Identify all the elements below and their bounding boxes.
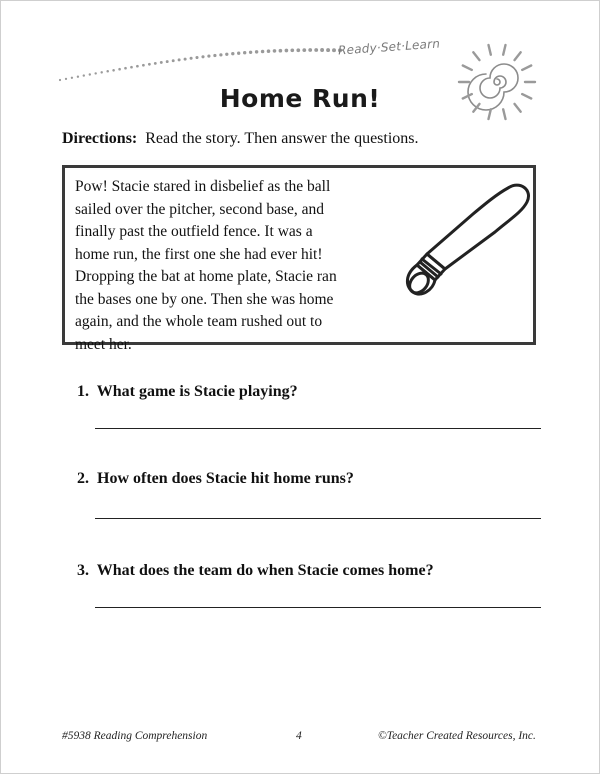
decor-dot (273, 49, 277, 53)
decor-dot (290, 48, 294, 52)
directions-label: Directions: (62, 130, 138, 147)
decor-dot (213, 54, 216, 57)
story-text (75, 176, 375, 356)
story-line: finally past the outfield fence. It was a (75, 223, 313, 240)
decor-dot (296, 48, 300, 52)
decor-dot (267, 49, 271, 53)
decor-dot (207, 55, 210, 58)
question-text: What does the team do when Stacie comes home? (96, 562, 434, 579)
story-line: the bases one by one. Then she was home (75, 290, 334, 308)
decor-dot (190, 57, 193, 60)
sun-ray (473, 52, 479, 60)
decor-dot (219, 53, 222, 56)
directions (62, 130, 419, 148)
answer-line-3[interactable] (95, 607, 541, 608)
sun-ray (463, 66, 472, 70)
story-line: Pow! Stacie stared in disbelief as the ball (75, 178, 331, 195)
question-text: How often does Stacie hit home runs? (97, 470, 354, 487)
decor-dot (124, 67, 127, 70)
story-line: home run, the first one she had ever hit! (75, 245, 323, 263)
decor-dot (65, 78, 67, 80)
decor-dot (142, 64, 145, 67)
sun-ray (503, 45, 505, 55)
decor-dot (71, 77, 73, 79)
decor-dot (320, 48, 324, 52)
decor-dot (160, 61, 163, 64)
story-line: sailed over the pitcher, second base, and (75, 200, 325, 218)
decor-dot (225, 53, 228, 56)
decor-dot (195, 56, 198, 59)
decor-dot (261, 50, 265, 54)
decor-dot (326, 48, 330, 52)
footer-book-title: #5938 Reading Comprehension (62, 730, 208, 742)
decor-dot (118, 68, 121, 71)
question-number: 1. (77, 383, 89, 400)
decor-dot (112, 69, 115, 72)
decor-dot (89, 73, 91, 75)
question-number: 2. (77, 470, 89, 487)
decor-dot (314, 48, 318, 52)
decor-dot (249, 51, 252, 54)
footer-page-number: 4 (296, 730, 302, 742)
decor-dot (231, 52, 234, 55)
footer-publisher: ©Teacher Created Resources, Inc. (378, 730, 536, 742)
story-box (62, 165, 536, 353)
decor-dot (100, 71, 102, 73)
decor-dot (154, 62, 157, 65)
decor-dot (172, 59, 175, 62)
directions-text: Read the story. Then answer the questions. (145, 130, 419, 147)
decor-dot (308, 48, 312, 52)
decor-dot (106, 70, 109, 73)
decor-dot (184, 58, 187, 61)
question-text: What game is Stacie playing? (96, 383, 298, 400)
question-1 (77, 383, 298, 401)
story-line: again, and the whole team rushed out to (75, 313, 323, 330)
decor-dot (255, 50, 258, 53)
page-title: Home Run! (219, 84, 381, 113)
sun-ray (515, 52, 521, 60)
decor-dot (285, 49, 289, 53)
sun-spiral-icon (452, 36, 542, 128)
question-2 (77, 470, 354, 488)
decor-dot (302, 48, 306, 52)
baseball-bat-icon (377, 170, 537, 340)
decor-dot (178, 58, 181, 61)
sun-ray (489, 45, 491, 55)
decor-dot (243, 51, 246, 54)
sun-ray (522, 66, 531, 70)
brand-logo-text: Ready·Set·Learn (337, 36, 441, 58)
decor-dot (201, 55, 204, 58)
decor-dot (77, 76, 79, 78)
story-line: Dropping the bat at home plate, Stacie ran (75, 268, 337, 285)
story-line: meet her. (75, 335, 132, 353)
decor-dot (148, 63, 151, 66)
decor-dot (332, 48, 336, 52)
decor-dot (237, 52, 240, 55)
decor-dot (83, 74, 85, 76)
decor-dot (59, 79, 61, 81)
question-number: 3. (77, 562, 89, 579)
decor-dot (94, 72, 96, 74)
decor-dot (279, 49, 283, 53)
decor-dot (130, 66, 133, 69)
decor-dot (166, 60, 169, 63)
decor-dot (136, 65, 139, 68)
question-3 (77, 562, 434, 580)
answer-line-2[interactable] (95, 518, 541, 519)
answer-line-1[interactable] (95, 428, 541, 429)
